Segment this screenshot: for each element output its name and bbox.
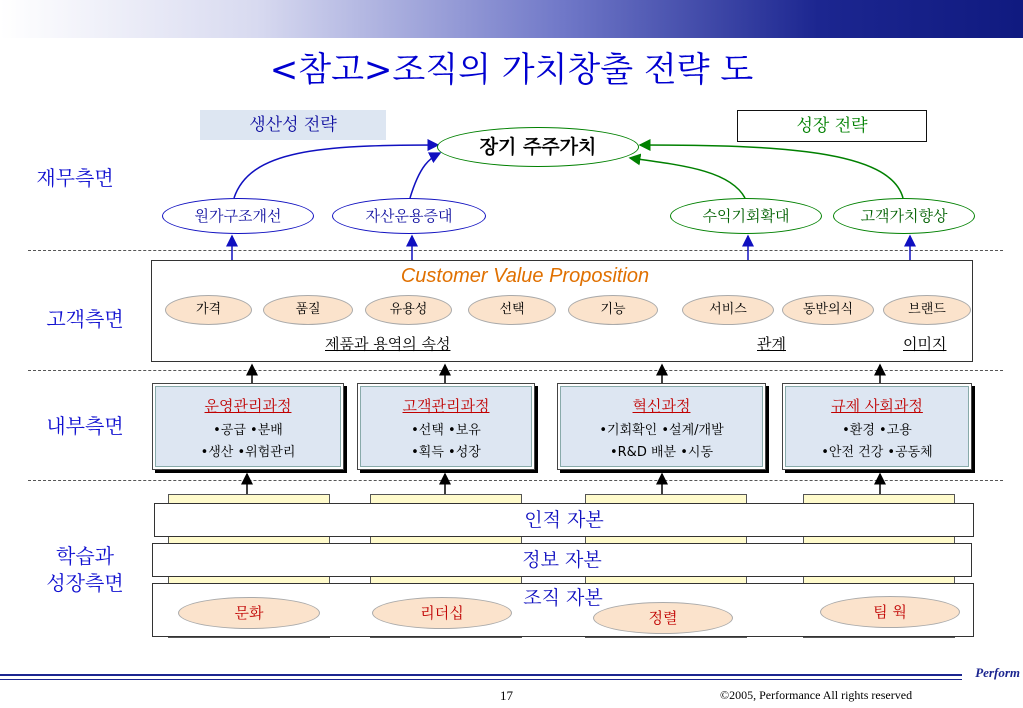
financial-item-cost: 원가구조개선 [162, 198, 314, 234]
process-regulatory-line1: •환경 •고용 [842, 423, 912, 438]
financial-item-customer-value: 고객가치향상 [833, 198, 975, 234]
information-capital-bar: 정보 자본 [152, 543, 972, 577]
growth-strategy-label: 성장 전략 [737, 110, 927, 142]
process-customer-title: 고객관리과정 [402, 397, 490, 415]
perspective-internal: 내부측면 [46, 414, 124, 438]
process-operations-inner [155, 386, 341, 467]
perspective-learning-line2: 성장측면 [46, 571, 124, 595]
cvp-attr-service: 서비스 [682, 295, 774, 325]
process-operations-title: 운영관리과정 [204, 397, 292, 415]
process-customer-management [357, 383, 535, 470]
cvp-group-product-attributes: 제품과 용역의 속성 [325, 335, 451, 353]
page-title: <참고>조직의 가치창출 전략 도 [269, 50, 754, 90]
footer-line-bottom [0, 679, 962, 680]
cvp-attr-quality: 품질 [263, 295, 353, 325]
process-innovation-title: 혁신과정 [632, 397, 691, 415]
perspective-customer: 고객측면 [46, 307, 124, 331]
process-customer-line2: •획득 •성장 [411, 445, 481, 460]
process-operations-line1: •공급 •분배 [213, 423, 283, 438]
process-operations-line2: •생산 •위험관리 [200, 445, 296, 460]
culture-item-teamwork: 팀 웍 [820, 596, 960, 628]
culture-item-culture: 문화 [178, 597, 320, 629]
process-customer-line1: •선택 •보유 [411, 423, 481, 438]
process-regulatory-social [782, 383, 972, 470]
process-innovation-line1: •기회확인 •설계/개발 [599, 423, 724, 438]
process-innovation [557, 383, 766, 470]
process-regulatory-title: 규제 사회과정 [831, 397, 923, 415]
human-capital-bar: 인적 자본 [154, 503, 974, 537]
cvp-group-relationship: 관계 [757, 335, 786, 353]
process-customer-inner [360, 386, 532, 467]
cvp-attr-usefulness: 유용성 [365, 295, 452, 325]
process-regulatory-line2: •안전 건강 •공동체 [821, 445, 933, 460]
cvp-attr-function: 기능 [568, 295, 658, 325]
perspective-learning-line1: 학습과 [56, 544, 114, 568]
culture-item-leadership: 리더십 [372, 597, 512, 629]
productivity-strategy-label: 생산성 전략 [200, 110, 386, 140]
process-regulatory-inner [785, 386, 969, 467]
perspective-financial: 재무측면 [36, 166, 114, 190]
page-number: 17 [500, 688, 513, 703]
cvp-title: Customer Value Proposition [400, 265, 650, 287]
perspective-learning [20, 543, 150, 597]
copyright: ©2005, Performance All rights reserved [720, 688, 913, 702]
culture-item-alignment: 정렬 [593, 602, 733, 634]
goal-shareholder-value: 장기 주주가치 [437, 127, 639, 167]
cvp-attr-choice: 선택 [468, 295, 556, 325]
cvp-attr-brand: 브랜드 [883, 295, 971, 325]
footer-brand: Perform [975, 665, 1020, 680]
process-operations [152, 383, 344, 470]
process-innovation-line2: •R&D 배분 •시동 [609, 445, 713, 460]
process-innovation-inner [560, 386, 763, 467]
financial-item-asset: 자산운용증대 [332, 198, 486, 234]
footer-line-top [0, 674, 962, 676]
organization-capital-label: 조직 자본 [523, 587, 603, 609]
financial-item-revenue: 수익기회확대 [670, 198, 822, 234]
cvp-attr-price: 가격 [165, 295, 252, 325]
cvp-attr-partnership: 동반의식 [782, 295, 874, 325]
cvp-group-image: 이미지 [903, 335, 947, 353]
